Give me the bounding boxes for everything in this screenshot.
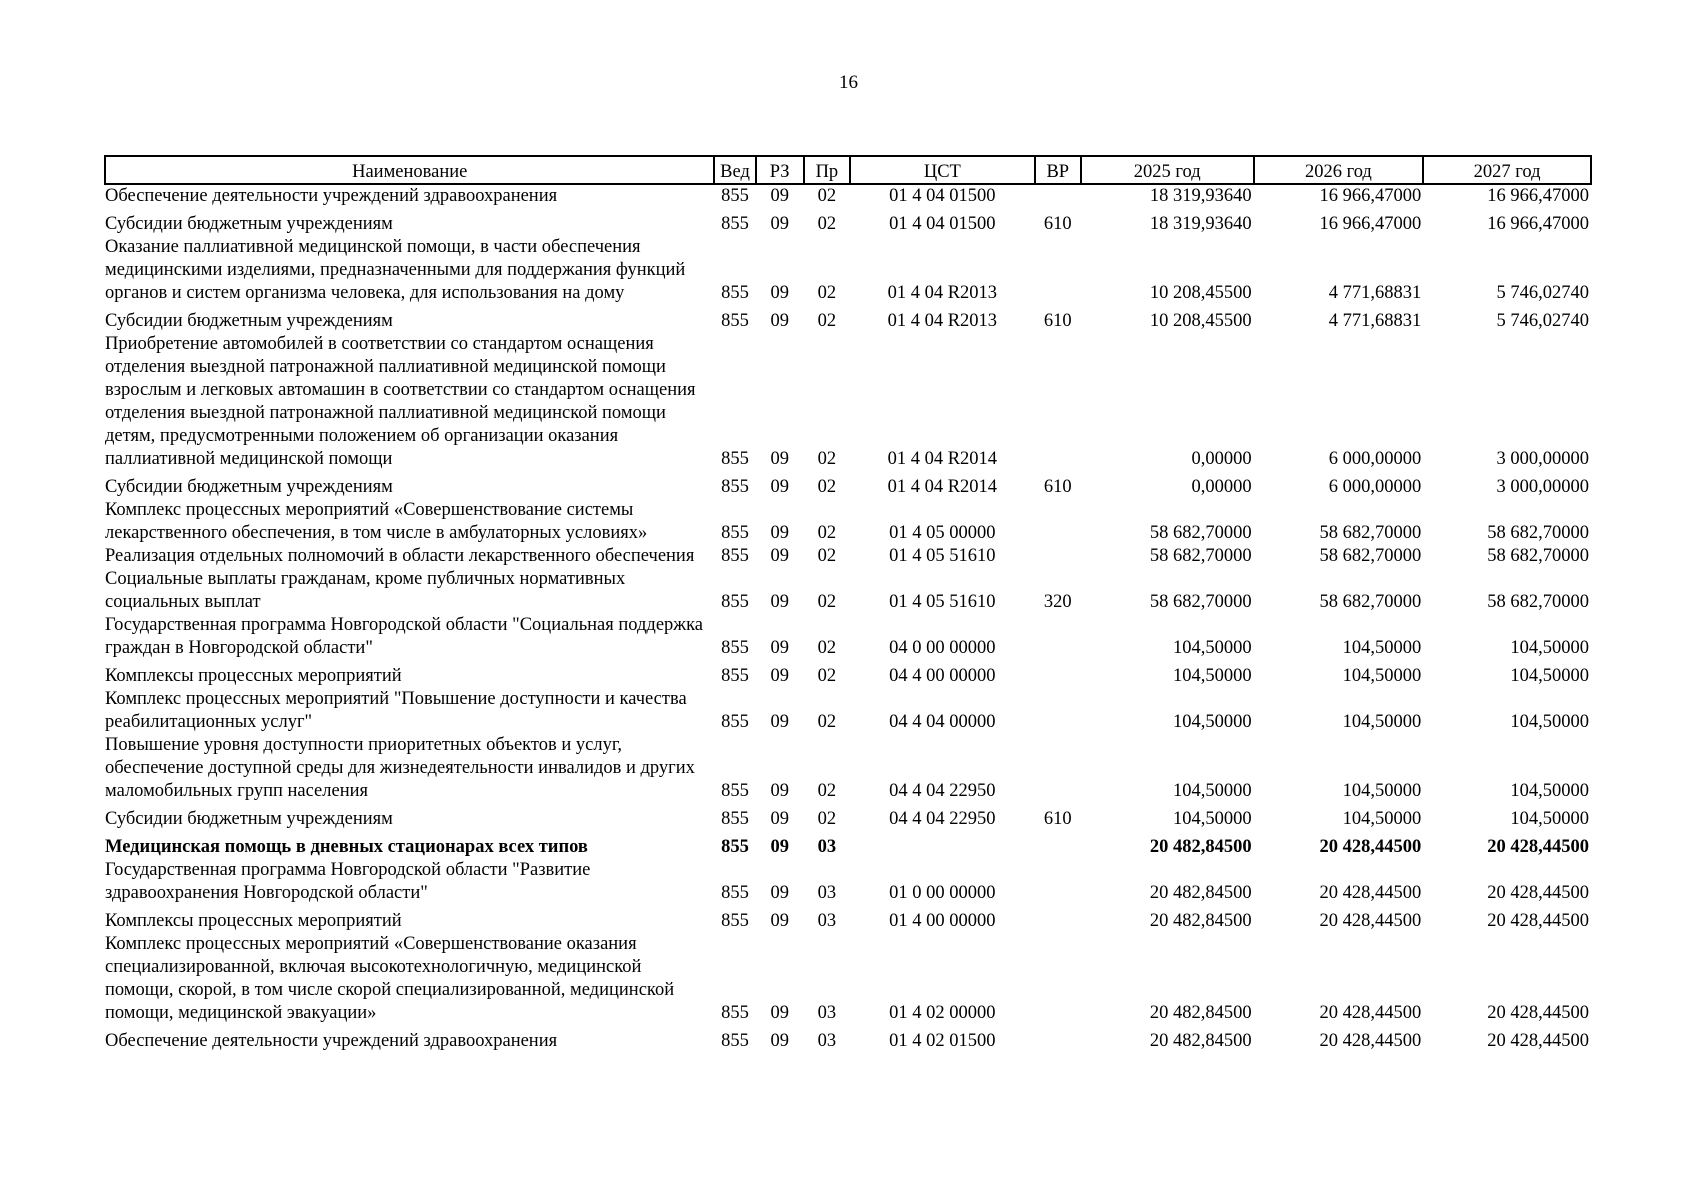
cell-pr: 02 — [817, 546, 837, 566]
cell-2025: 10 208,45500 — [1149, 311, 1252, 331]
cell-pr: 02 — [817, 214, 837, 234]
cell-cst: 04 4 04 22950 — [889, 781, 996, 801]
cell-2026: 104,50000 — [1342, 666, 1422, 686]
cell-name: Субсидии бюджетным учреждениям — [105, 477, 393, 497]
cell-rz: 09 — [770, 477, 789, 497]
cell-rz: 09 — [770, 523, 789, 543]
cell-rz: 09 — [770, 1003, 789, 1023]
cell-2027: 5 746,02740 — [1496, 283, 1589, 303]
cell-cst: 01 4 04 R2013 — [887, 311, 998, 331]
cell-rz: 09 — [770, 546, 789, 566]
cell-ved: 855 — [721, 1003, 749, 1023]
cell-cst: 01 4 05 51610 — [889, 546, 996, 566]
cell-name: Оказание паллиативной медицинской помощи, в части обеспечения медицинскими изделиями, предназначенными для поддержания функций органов и систем организма человека, для использования на дому — [105, 237, 686, 303]
cell-rz: 09 — [770, 883, 789, 903]
cell-cst: 04 0 00 00000 — [889, 638, 996, 658]
cell-rz: 09 — [770, 638, 789, 658]
header-ved: Вед — [714, 156, 755, 184]
cell-ved: 855 — [721, 1031, 749, 1051]
header-cst: ЦСТ — [850, 156, 1035, 184]
cell-vr — [1035, 859, 1081, 905]
cell-2025: 104,50000 — [1172, 666, 1252, 686]
cell-name: Приобретение автомобилей в соответствии со стандартом оснащения отделения выездной патронажной паллиативной медицинской помощи взрослым и легковых автомашин в соответствии со стандартом оснащения отделения выездной патронажной паллиативной медицинской помощи детям, предусмотренными положением об организации оказания паллиативной медицинской помощи — [105, 334, 696, 469]
cell-name: Государственная программа Новгородской области "Социальная поддержка граждан в Новгородской области" — [105, 615, 703, 658]
cell-name: Комплекс процессных мероприятий «Совершенствование оказания специализированной, включая высокотехнологичную, медицинской помощи, скорой, в том числе скорой специализированной, медицинской помощи, медицинской эвакуации» — [105, 934, 675, 1023]
cell-vr: 320 — [1043, 592, 1072, 612]
cell-cst: 01 4 02 00000 — [889, 1003, 996, 1023]
cell-rz: 09 — [770, 666, 789, 686]
cell-cst: 01 4 04 01500 — [889, 214, 996, 234]
cell-ved: 855 — [721, 781, 749, 801]
cell-2027: 20 428,44500 — [1487, 837, 1589, 857]
cell-2026: 104,50000 — [1342, 712, 1422, 732]
cell-cst: 04 4 00 00000 — [889, 666, 996, 686]
cell-2025: 20 482,84500 — [1149, 1031, 1252, 1051]
header-vr: ВР — [1035, 156, 1081, 184]
cell-rz: 09 — [770, 283, 789, 303]
table-row — [105, 305, 1591, 333]
cell-cst: 04 4 04 22950 — [889, 809, 996, 829]
cell-2026: 6 000,00000 — [1328, 477, 1422, 497]
cell-pr: 03 — [817, 1031, 837, 1051]
cell-vr — [1035, 333, 1081, 471]
header-2026: 2026 год — [1254, 156, 1424, 184]
cell-rz: 09 — [770, 592, 789, 612]
cell-2025: 58 682,70000 — [1149, 546, 1252, 566]
cell-rz: 09 — [770, 449, 789, 469]
cell-cst: 01 4 04 01500 — [889, 186, 996, 206]
cell-pr: 03 — [817, 911, 837, 931]
cell-2026: 20 428,44500 — [1319, 883, 1422, 903]
table-row — [105, 499, 1591, 545]
cell-2027: 104,50000 — [1510, 666, 1589, 686]
cell-vr: 610 — [1043, 477, 1072, 497]
cell-rz: 09 — [770, 809, 789, 829]
cell-rz: 09 — [770, 837, 789, 857]
cell-rz: 09 — [770, 186, 789, 206]
cell-2027: 3 000,00000 — [1496, 449, 1589, 469]
header-2027: 2027 год — [1423, 156, 1591, 184]
cell-pr: 03 — [817, 1003, 837, 1023]
cell-2026: 20 428,44500 — [1319, 837, 1422, 857]
budget-table — [104, 155, 1592, 1053]
table-row — [105, 545, 1591, 568]
cell-ved: 855 — [721, 666, 749, 686]
cell-vr — [1035, 660, 1081, 688]
cell-2027: 5 746,02740 — [1496, 311, 1589, 331]
table-row — [105, 208, 1591, 236]
cell-ved: 855 — [721, 883, 749, 903]
cell-2025: 20 482,84500 — [1149, 837, 1252, 857]
header-name: Наименование — [105, 156, 714, 184]
header-pr: Пр — [804, 156, 850, 184]
cell-vr — [1035, 933, 1081, 1025]
header-rz: РЗ — [756, 156, 804, 184]
cell-ved: 855 — [721, 311, 749, 331]
cell-2027: 16 966,47000 — [1487, 186, 1589, 206]
cell-vr — [1035, 1025, 1081, 1053]
cell-ved: 855 — [721, 837, 749, 857]
cell-2026: 20 428,44500 — [1319, 1031, 1422, 1051]
cell-2026: 58 682,70000 — [1319, 523, 1422, 543]
cell-name: Государственная программа Новгородской области "Развитие здравоохранения Новгородской области" — [105, 860, 591, 903]
page-number: 16 — [839, 72, 858, 93]
cell-ved: 855 — [721, 592, 749, 612]
cell-vr — [1035, 831, 1081, 859]
cell-2027: 20 428,44500 — [1487, 883, 1589, 903]
cell-vr — [1035, 545, 1081, 568]
cell-rz: 09 — [770, 1031, 789, 1051]
cell-vr: 610 — [1043, 809, 1072, 829]
cell-name: Комплексы процессных мероприятий — [105, 666, 402, 686]
cell-ved: 855 — [721, 186, 749, 206]
cell-2026: 58 682,70000 — [1319, 546, 1422, 566]
cell-ved: 855 — [721, 283, 749, 303]
cell-2025: 104,50000 — [1172, 809, 1252, 829]
table-body — [105, 184, 1591, 1053]
cell-vr — [1035, 499, 1081, 545]
cell-2026: 16 966,47000 — [1319, 186, 1422, 206]
table-row — [105, 803, 1591, 831]
cell-ved: 855 — [721, 809, 749, 829]
cell-2027: 20 428,44500 — [1487, 1003, 1589, 1023]
cell-vr — [1035, 236, 1081, 305]
cell-2025: 20 482,84500 — [1149, 883, 1252, 903]
table-row — [105, 933, 1591, 1025]
cell-vr — [1035, 905, 1081, 933]
cell-2027: 58 682,70000 — [1487, 546, 1589, 566]
cell-cst: 01 4 05 00000 — [889, 523, 996, 543]
cell-2027: 20 428,44500 — [1487, 911, 1589, 931]
table-row — [105, 859, 1591, 905]
cell-2027: 20 428,44500 — [1487, 1031, 1589, 1051]
cell-name: Субсидии бюджетным учреждениям — [105, 311, 393, 331]
table-row — [105, 614, 1591, 660]
cell-2025: 104,50000 — [1172, 638, 1252, 658]
cell-vr: 610 — [1043, 311, 1072, 331]
cell-cst: 04 4 04 00000 — [889, 712, 996, 732]
cell-name: Обеспечение деятельности учреждений здравоохранения — [105, 1031, 558, 1051]
cell-2025: 104,50000 — [1172, 781, 1252, 801]
table-row — [105, 1025, 1591, 1053]
cell-2025: 18 319,93640 — [1149, 214, 1252, 234]
cell-cst — [850, 831, 1035, 859]
cell-ved: 855 — [721, 477, 749, 497]
cell-cst: 01 4 05 51610 — [889, 592, 996, 612]
cell-2025: 10 208,45500 — [1149, 283, 1252, 303]
cell-pr: 02 — [817, 712, 837, 732]
cell-cst: 01 4 02 01500 — [889, 1031, 996, 1051]
cell-vr — [1035, 734, 1081, 803]
cell-pr: 02 — [817, 311, 837, 331]
cell-rz: 09 — [770, 311, 789, 331]
cell-pr: 02 — [817, 283, 837, 303]
cell-name: Субсидии бюджетным учреждениям — [105, 214, 393, 234]
cell-pr: 02 — [817, 523, 837, 543]
cell-2026: 4 771,68831 — [1328, 311, 1422, 331]
table-row — [105, 660, 1591, 688]
cell-2026: 104,50000 — [1342, 638, 1422, 658]
cell-name: Социальные выплаты гражданам, кроме публичных нормативных социальных выплат — [105, 569, 626, 612]
cell-name: Повышение уровня доступности приоритетных объектов и услуг, обеспечение доступной среды для жизнедеятельности инвалидов и других маломобильных групп населения — [105, 735, 695, 801]
header-row — [105, 156, 1591, 184]
cell-2027: 58 682,70000 — [1487, 523, 1589, 543]
cell-cst: 01 0 00 00000 — [889, 883, 996, 903]
table-row — [105, 333, 1591, 471]
cell-rz: 09 — [770, 214, 789, 234]
cell-vr — [1035, 184, 1081, 208]
cell-2026: 20 428,44500 — [1319, 1003, 1422, 1023]
cell-name: Обеспечение деятельности учреждений здравоохранения — [105, 186, 558, 206]
cell-pr: 02 — [817, 638, 837, 658]
table-row — [105, 688, 1591, 734]
cell-cst: 01 4 00 00000 — [889, 911, 996, 931]
cell-2025: 18 319,93640 — [1149, 186, 1252, 206]
cell-ved: 855 — [721, 449, 749, 469]
cell-rz: 09 — [770, 781, 789, 801]
table-row — [105, 568, 1591, 614]
cell-ved: 855 — [721, 712, 749, 732]
cell-pr: 02 — [817, 477, 837, 497]
cell-cst: 01 4 04 R2013 — [887, 283, 998, 303]
cell-2027: 104,50000 — [1510, 809, 1589, 829]
cell-pr: 02 — [817, 781, 837, 801]
table-row — [105, 236, 1591, 305]
cell-vr — [1035, 688, 1081, 734]
cell-2027: 58 682,70000 — [1487, 592, 1589, 612]
cell-2025: 58 682,70000 — [1149, 523, 1252, 543]
cell-cst: 01 4 04 R2014 — [887, 449, 998, 469]
cell-2025: 0,00000 — [1191, 477, 1252, 497]
cell-2025: 20 482,84500 — [1149, 1003, 1252, 1023]
cell-pr: 02 — [817, 592, 837, 612]
table-row — [105, 734, 1591, 803]
header-2025: 2025 год — [1081, 156, 1254, 184]
cell-pr: 02 — [817, 666, 837, 686]
cell-name: Медицинская помощь в дневных стационарах всех типов — [105, 837, 588, 857]
cell-2027: 104,50000 — [1510, 712, 1589, 732]
cell-pr: 02 — [817, 186, 837, 206]
cell-vr: 610 — [1043, 214, 1072, 234]
cell-pr: 03 — [817, 837, 837, 857]
cell-rz: 09 — [770, 911, 789, 931]
cell-2027: 16 966,47000 — [1487, 214, 1589, 234]
cell-name: Комплексы процессных мероприятий — [105, 911, 402, 931]
cell-ved: 855 — [721, 638, 749, 658]
table-row — [105, 471, 1591, 499]
cell-rz: 09 — [770, 712, 789, 732]
cell-ved: 855 — [721, 546, 749, 566]
cell-2026: 20 428,44500 — [1319, 911, 1422, 931]
cell-name: Субсидии бюджетным учреждениям — [105, 809, 393, 829]
cell-2027: 104,50000 — [1510, 638, 1589, 658]
cell-2027: 104,50000 — [1510, 781, 1589, 801]
cell-2026: 58 682,70000 — [1319, 592, 1422, 612]
table-row — [105, 831, 1591, 859]
cell-name: Реализация отдельных полномочий в области лекарственного обеспечения — [105, 546, 695, 566]
cell-pr: 03 — [817, 883, 837, 903]
cell-2025: 20 482,84500 — [1149, 911, 1252, 931]
cell-vr — [1035, 614, 1081, 660]
table-row — [105, 905, 1591, 933]
cell-2026: 104,50000 — [1342, 781, 1422, 801]
cell-2026: 16 966,47000 — [1319, 214, 1422, 234]
cell-2027: 3 000,00000 — [1496, 477, 1589, 497]
cell-pr: 02 — [817, 449, 837, 469]
cell-pr: 02 — [817, 809, 837, 829]
cell-name: Комплекс процессных мероприятий «Совершенствование системы лекарственного обеспечения, в том числе в амбулаторных условиях» — [105, 500, 648, 543]
cell-name: Комплекс процессных мероприятий "Повышение доступности и качества реабилитационных услуг" — [105, 689, 687, 732]
table-row — [105, 184, 1591, 208]
cell-ved: 855 — [721, 523, 749, 543]
cell-2026: 104,50000 — [1342, 809, 1422, 829]
cell-2025: 58 682,70000 — [1149, 592, 1252, 612]
cell-2025: 104,50000 — [1172, 712, 1252, 732]
cell-2026: 4 771,68831 — [1328, 283, 1422, 303]
cell-ved: 855 — [721, 911, 749, 931]
cell-2025: 0,00000 — [1191, 449, 1252, 469]
cell-ved: 855 — [721, 214, 749, 234]
cell-2026: 6 000,00000 — [1328, 449, 1422, 469]
cell-cst: 01 4 04 R2014 — [887, 477, 998, 497]
